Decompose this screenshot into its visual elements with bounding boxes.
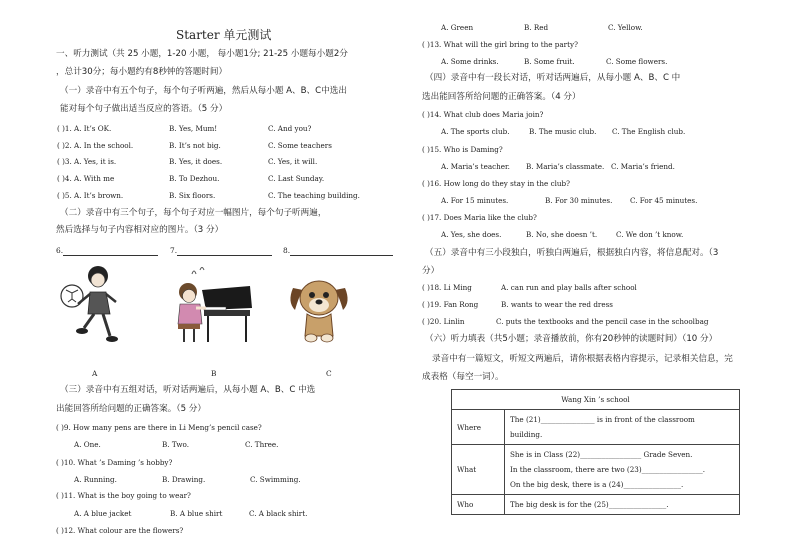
- question-14: ( )14. What club does Maria join?: [422, 110, 544, 119]
- section-intro: 一、听力测试（共 25 小题，1-20 小题， 每小题1分; 21-25 小题每小题2分: [56, 49, 348, 59]
- section-3-heading: （三）录音中有五组对话，听对话两遍后，从每小题 A、B、C 中选: [60, 385, 316, 395]
- row-label-who: Who: [452, 495, 505, 515]
- section-intro-2: ，总计30分；每小题约有8秒钟的答题时间）: [56, 67, 228, 77]
- section-2-heading: （二）录音中有三个句子，每个句子对应一幅图片，每个句子听两遍，: [60, 208, 327, 218]
- blank-6[interactable]: 6.: [56, 246, 158, 256]
- question-11: ( )11. What is the boy going to wear?: [56, 491, 191, 500]
- question-16: ( )16. How long do they stay in the club?: [422, 179, 570, 188]
- section-5-heading: （五）录音中有三小段独白，听独白两遍后，根据独白内容，将信息配对。（3: [425, 248, 719, 258]
- picture-c-puppy: [287, 274, 351, 344]
- section-5-heading-2: 分）: [422, 266, 440, 276]
- picture-label-b: B: [211, 369, 217, 378]
- question-13: ( )13. What will the girl bring to the party?: [422, 40, 578, 49]
- section-4-heading: （四）录音中有一段长对话，听对话两遍后，从每小题 A、B、C 中: [425, 73, 681, 83]
- row-label-where: Where: [452, 410, 505, 445]
- wang-xin-school-table: [451, 389, 740, 515]
- picture-a-soccer-kid: [58, 262, 124, 347]
- row-who: The big desk is for the (25)________________.: [505, 495, 740, 515]
- section-1-heading: （一）录音中有五个句子，每个句子听两遍，然后从每小题 A、B、C中选出: [60, 86, 347, 96]
- section-6-heading: （六）听力填表（共5小题；录音播放前，你有20秒钟的读题时间）（10 分）: [425, 334, 718, 344]
- question-9: ( )9. How many pens are there in Li Meng’s pencil case?: [56, 423, 262, 432]
- question-10: ( )10. What ’s Daming ’s hobby?: [56, 458, 173, 467]
- section-6-heading-3: 成表格（每空一词）。: [422, 372, 504, 382]
- picture-label-c: C: [326, 369, 332, 378]
- picture-b-piano-girl: [172, 266, 254, 346]
- row-where: The (21)_______________ is in front of the classroom building.: [505, 410, 740, 445]
- blank-8[interactable]: 8.: [283, 246, 393, 256]
- table-header: Wang Xin ’s school: [452, 390, 740, 410]
- section-3-heading-2: 出能回答所给问题的正确答案。（5 分）: [56, 404, 206, 414]
- section-1-heading-2: 能对每个句子做出适当反应的答语。（5 分）: [60, 104, 228, 114]
- question-15: ( )15. Who is Daming?: [422, 145, 503, 154]
- row-what: She is in Class (22)_________________ Grade Seven. In the classroom, there are two (23)_________________. On the big desk, there is a (24)________________.: [505, 445, 740, 495]
- section-2-heading-2: 然后选择与句子内容相对应的图片。（3 分）: [56, 225, 224, 235]
- question-12: ( )12. What colour are the flowers?: [56, 526, 184, 535]
- question-17: ( )17. Does Maria like the club?: [422, 213, 537, 222]
- row-label-what: What: [452, 445, 505, 495]
- page-title: Starter 单元测试: [176, 28, 272, 42]
- blank-7[interactable]: 7.: [170, 246, 272, 256]
- section-4-heading-2: 选出能回答所给问题的正确答案。（4 分）: [422, 92, 581, 102]
- picture-label-a: A: [92, 369, 98, 378]
- section-6-heading-2: 录音中有一篇短文，听短文两遍后，请你根据表格内容提示，记录相关信息，完: [432, 354, 733, 364]
